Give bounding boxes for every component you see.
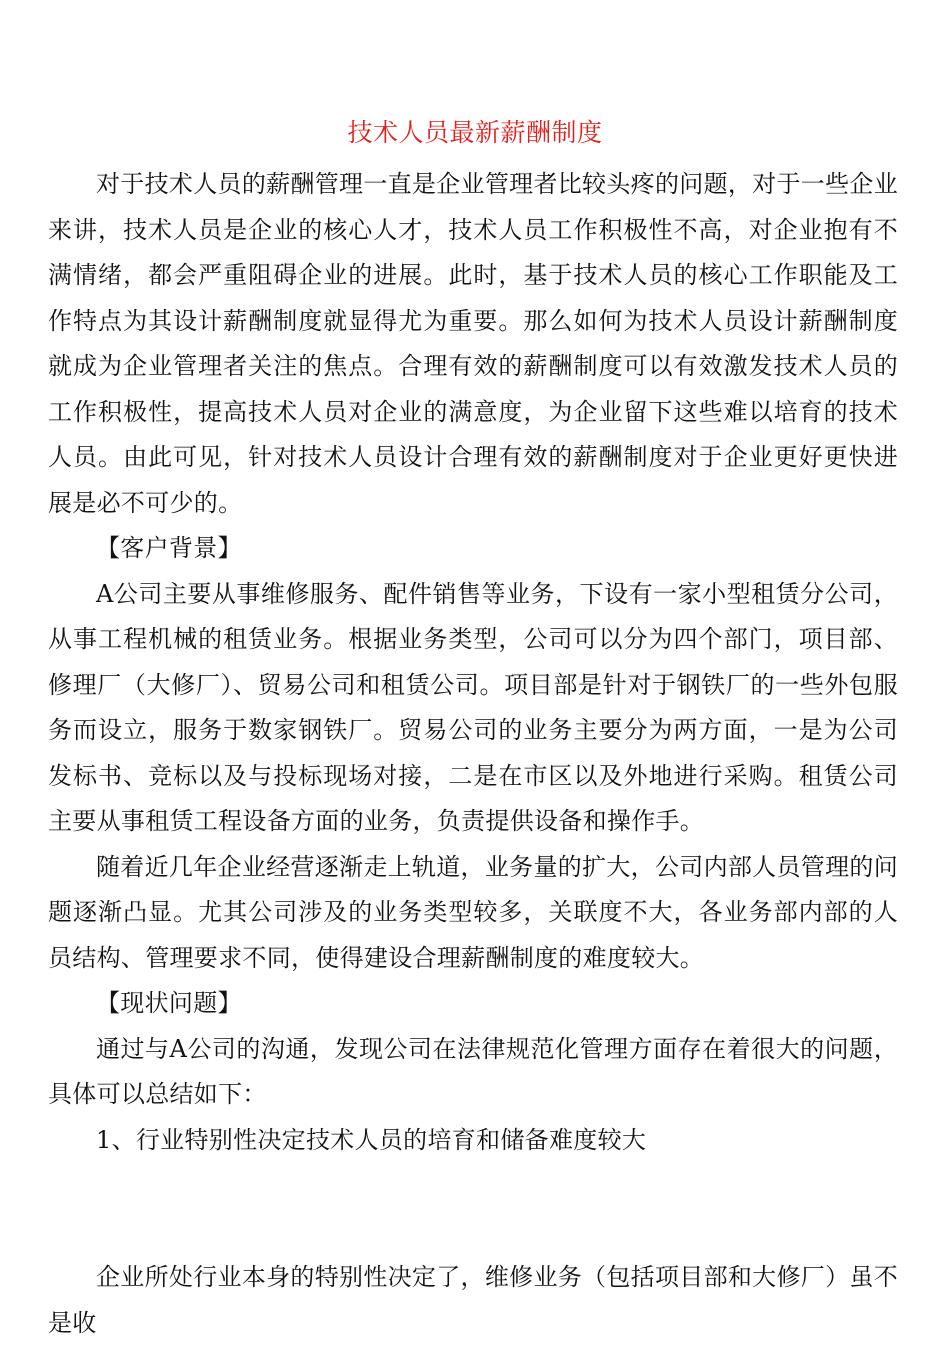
intro-paragraph: 对于技术人员的薪酬管理一直是企业管理者比较头疼的问题，对于一些企业来讲，技术人员是企业的核心人才，技术人员工作积极性不高，对企业抱有不满情绪，都会严重阻碍企业的进展。此时，基于技术人员的核心工作职能及工作特点为其设计薪酬制度就显得尤为重要。那么如何为技术人员设计薪酬制度就成为企业管理者关注的焦点。合理有效的薪酬制度可以有效激发技术人员的工作积极性，提高技术人员对企业的满意度，为企业留下这些难以培育的技术人员。由此可见，针对技术人员设计合理有效的薪酬制度对于企业更好更快进展是必不可少的。 (48, 170, 898, 517)
client-background-paragraph: A公司主要从事维修服务、配件销售等业务，下设有一家小型租赁分公司，从事工程机械的租赁业务。根据业务类型，公司可以分为四个部门，项目部、修理厂（大修厂）、贸易公司和租赁公司。项目部是针对于钢铁厂的一些外包服务而设立，服务于数家钢铁厂。贸易公司的业务主要分为两方面，一是为公司发标书、竞标以及与投标现场对接，二是在市区以及外地进行采购。租赁公司主要从事租赁工程设备方面的业务，负责提供设备和操作手。 (48, 579, 898, 835)
management-issue-paragraph: 随着近几年企业经营逐渐走上轨道，业务量的扩大，公司内部人员管理的问题逐渐凸显。尤其公司涉及的业务类型较多，关联度不大，各业务部内部的人员结构、管理要求不同，使得建设合理薪酬制度的难度较大。 (48, 852, 898, 972)
current-issues-paragraph: 通过与A公司的沟通，发现公司在法律规范化管理方面存在着很大的问题，具体可以总结如下： (48, 1034, 898, 1108)
issue-item-1: 1、行业特别性决定技术人员的培育和储备难度较大 (96, 1125, 647, 1154)
section-heading-current-issues: 【现状问题】 (96, 989, 242, 1017)
industry-paragraph: 企业所处行业本身的特别性决定了，维修业务（包括项目部和大修厂）虽不是收 (48, 1263, 898, 1337)
blank-space (48, 1163, 898, 1255)
section-heading-client-background: 【客户背景】 (96, 534, 242, 562)
document-title: 技术人员最新薪酬制度 (347, 118, 603, 147)
document-body (48, 162, 898, 1346)
